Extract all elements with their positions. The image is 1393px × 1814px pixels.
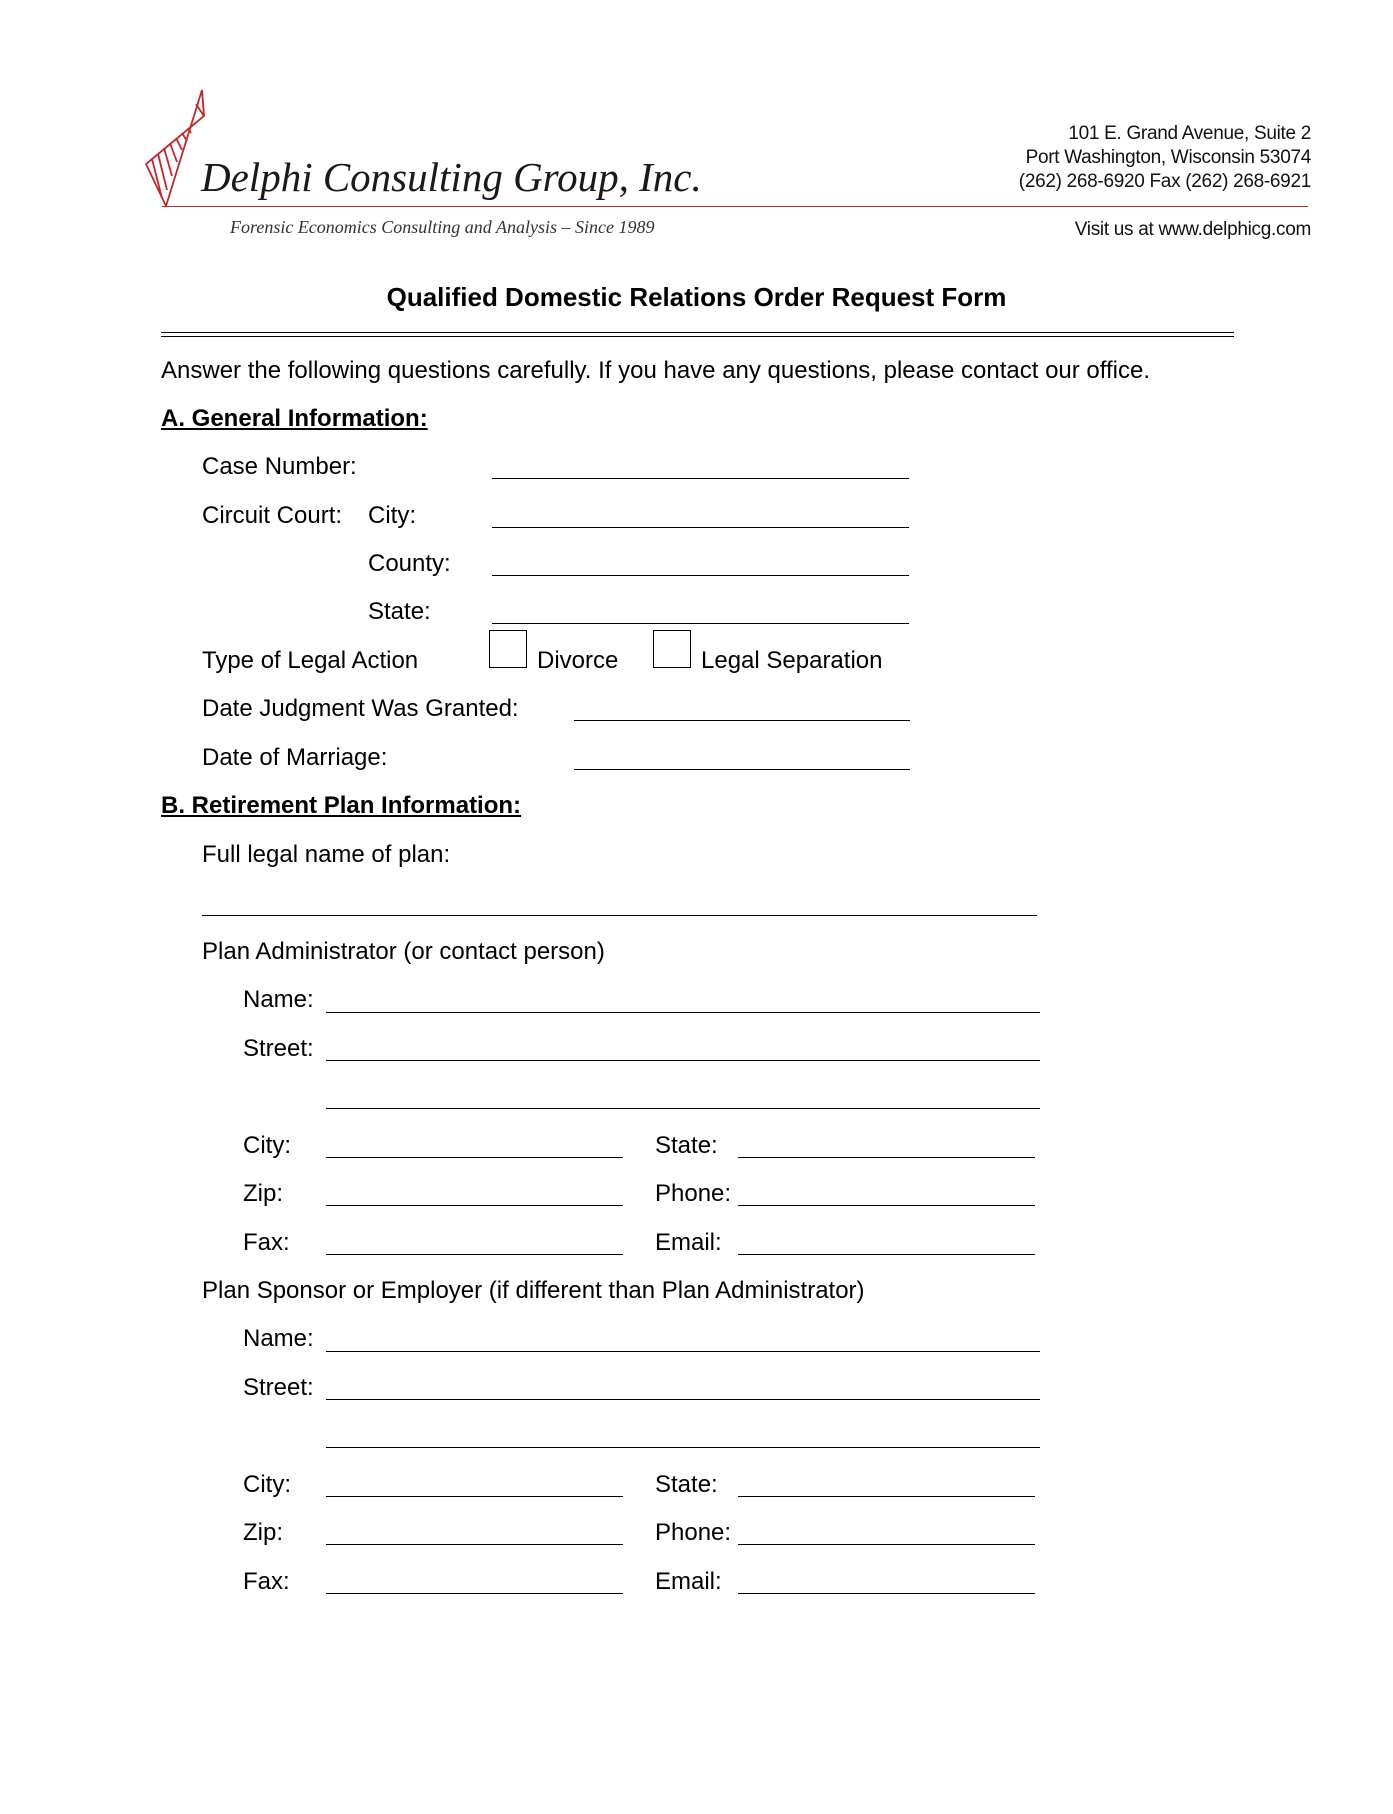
admin-fax-label: Fax: <box>243 1229 290 1256</box>
court-city-label: City: <box>368 502 416 529</box>
court-county-label: County: <box>368 550 451 577</box>
sponsor-state-field[interactable] <box>738 1496 1035 1497</box>
company-tagline: Forensic Economics Consulting and Analysis – Since 1989 <box>230 217 655 237</box>
plan-name-label: Full legal name of plan: <box>202 841 451 868</box>
case-number-label: Case Number: <box>202 453 357 480</box>
legal-action-label: Type of Legal Action <box>202 647 419 674</box>
admin-zip-label: Zip: <box>243 1180 284 1207</box>
admin-street-label: Street: <box>243 1035 314 1062</box>
admin-phone-field[interactable] <box>738 1205 1035 1206</box>
sponsor-state-label: State: <box>655 1471 718 1498</box>
sponsor-email-field[interactable] <box>738 1593 1035 1594</box>
court-state-field[interactable] <box>492 623 909 624</box>
plan-name-field[interactable] <box>202 915 1037 916</box>
admin-city-label: City: <box>243 1132 291 1159</box>
legal-separation-checkbox[interactable] <box>653 630 691 668</box>
sponsor-name-field[interactable] <box>326 1351 1040 1352</box>
section-b-heading: B. Retirement Plan Information: <box>161 792 522 819</box>
administrator-heading: Plan Administrator (or contact person) <box>202 938 605 965</box>
admin-street-field[interactable] <box>326 1060 1040 1061</box>
sponsor-name-label: Name: <box>243 1325 314 1352</box>
marriage-date-field[interactable] <box>574 769 910 770</box>
sponsor-city-field[interactable] <box>326 1496 623 1497</box>
title-double-rule <box>161 332 1234 337</box>
sponsor-email-label: Email: <box>655 1568 722 1595</box>
sponsor-street-field-2[interactable] <box>326 1447 1040 1448</box>
court-state-label: State: <box>368 598 431 625</box>
admin-fax-field[interactable] <box>326 1254 623 1255</box>
sponsor-phone-field[interactable] <box>738 1544 1035 1545</box>
website-link[interactable]: Visit us at www.delphicg.com <box>1074 219 1311 240</box>
admin-state-label: State: <box>655 1132 718 1159</box>
sponsor-heading: Plan Sponsor or Employer (if different than Plan Administrator) <box>202 1277 865 1304</box>
admin-street-field-2[interactable] <box>326 1108 1040 1109</box>
phone-fax: (262) 268-6920 Fax (262) 268-6921 <box>1018 171 1311 192</box>
section-a-heading: A. General Information: <box>161 405 428 432</box>
sponsor-street-field[interactable] <box>326 1399 1040 1400</box>
court-city-field[interactable] <box>492 527 909 528</box>
admin-name-field[interactable] <box>326 1012 1040 1013</box>
divorce-checkbox[interactable] <box>489 630 527 668</box>
legal-separation-option-label: Legal Separation <box>701 647 883 674</box>
sponsor-fax-field[interactable] <box>326 1593 623 1594</box>
admin-email-label: Email: <box>655 1229 722 1256</box>
admin-phone-label: Phone: <box>655 1180 732 1207</box>
form-title: Qualified Domestic Relations Order Request Form <box>386 282 1007 312</box>
admin-state-field[interactable] <box>738 1157 1035 1158</box>
address-line-1: 101 E. Grand Avenue, Suite 2 <box>1068 123 1311 144</box>
sponsor-city-label: City: <box>243 1471 291 1498</box>
admin-city-field[interactable] <box>326 1157 623 1158</box>
sponsor-zip-label: Zip: <box>243 1519 284 1546</box>
instructions: Answer the following questions carefully. If you have any questions, please contact our office. <box>161 357 1151 384</box>
sponsor-zip-field[interactable] <box>326 1544 623 1545</box>
company-name: Delphi Consulting Group, Inc. <box>201 154 702 200</box>
case-number-field[interactable] <box>492 478 909 479</box>
sponsor-phone-label: Phone: <box>655 1519 732 1546</box>
circuit-court-label: Circuit Court: <box>202 502 343 529</box>
header-rule <box>162 206 1308 207</box>
admin-name-label: Name: <box>243 986 314 1013</box>
sponsor-street-label: Street: <box>243 1374 314 1401</box>
admin-email-field[interactable] <box>738 1254 1035 1255</box>
admin-zip-field[interactable] <box>326 1205 623 1206</box>
letterhead <box>0 0 1393 260</box>
marriage-date-label: Date of Marriage: <box>202 744 388 771</box>
court-county-field[interactable] <box>492 575 909 576</box>
divorce-option-label: Divorce <box>537 647 619 674</box>
sponsor-fax-label: Fax: <box>243 1568 290 1595</box>
judgment-date-label: Date Judgment Was Granted: <box>202 695 519 722</box>
address-line-2: Port Washington, Wisconsin 53074 <box>1025 147 1311 168</box>
judgment-date-field[interactable] <box>574 720 910 721</box>
